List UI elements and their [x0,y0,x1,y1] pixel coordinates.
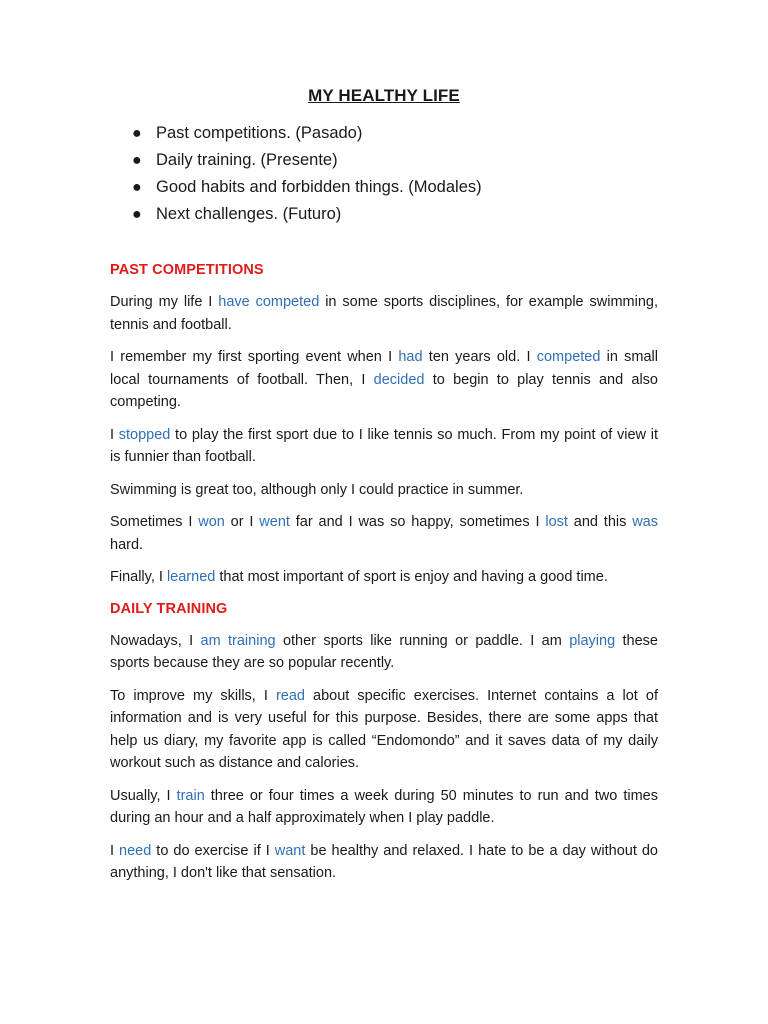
text-run: to begin to play tennis and also competing. [110,371,658,410]
highlighted-verb: had [398,349,423,365]
topic-item [132,201,658,228]
text-run: about specific exercises. Internet contains a lot of information and is very useful for this purpose. Besides, there are some apps that help us diary, my favorite app is called “Endomondo” and it saves data of my daily workout such as distance and calories. [110,687,658,771]
text-run: To improve my skills, I [110,687,276,704]
bullet-icon: ● [132,125,142,142]
text-run: to do exercise if I [151,842,275,859]
paragraph [110,685,658,775]
text-run: in small local tournaments of football. Then, I [110,349,658,388]
paragraph [110,511,658,556]
text-run: or I [224,514,260,530]
text-run: During my life I [110,294,219,310]
text-run: in some sports disciplines, for example swimming, tennis and football. [110,294,658,333]
highlighted-verb: read [275,687,305,704]
paragraph [110,630,658,675]
section-heading: DAILY TRAINING [110,600,228,617]
document-title: MY HEALTHY LIFE [308,86,460,105]
topic-item [132,147,658,174]
topic-text: Past competitions. (Pasado) [156,124,363,142]
paragraph [110,840,658,885]
highlighted-verb: decided [373,371,425,388]
highlighted-verb: won [198,514,225,530]
highlighted-verb: need [119,842,152,859]
highlighted-verb: playing [569,632,616,649]
topic-text: Next challenges. (Futuro) [156,205,342,223]
topic-text: Good habits and forbidden things. (Modales) [156,178,482,196]
paragraph [110,346,658,414]
highlighted-verb: went [259,514,290,530]
text-run: Nowadays, I [110,632,201,649]
topic-list [110,120,658,228]
bullet-icon: ● [132,206,142,223]
text-run: far and I was so happy, sometimes I [289,514,546,530]
text-run: Finally, I [110,569,167,585]
highlighted-verb: train [176,787,205,804]
text-run: these sports because they are so popular recently. [110,632,658,671]
text-run: be healthy and relaxed. I hate to be a day without do anything, I don't like that sensation. [110,842,658,881]
text-run: Swimming is great too, although only I could practice in summer. [110,481,524,498]
paragraph [110,566,658,589]
highlighted-verb: learned [166,569,216,585]
text-run: that most important of sport is enjoy and having a good time. [215,569,608,585]
text-run: three or four times a week during 50 minutes to run and two times during an hour and a half approximately when I play paddle. [110,787,658,826]
highlighted-verb: was [632,514,658,530]
text-run: Usually, I [110,787,177,804]
text-run: I remember my first sporting event when I [110,349,399,365]
highlighted-verb: want [274,842,306,859]
text-run: other sports like running or paddle. I am [275,632,570,649]
text-run: ten years old. I [422,349,537,365]
highlighted-verb: competed [536,349,601,365]
text-run: Sometimes I [110,514,199,530]
highlighted-verb: have competed [218,294,320,310]
bullet-icon: ● [132,179,142,196]
text-run: and this [567,514,633,530]
paragraph [110,785,658,830]
bullet-icon: ● [132,152,142,169]
paragraph [110,479,658,502]
document-body [110,262,658,885]
highlighted-verb: lost [545,514,568,530]
text-run: I [110,842,120,859]
section-heading: PAST COMPETITIONS [110,262,264,278]
paragraph [110,291,658,336]
text-run: I [110,426,119,443]
text-run: to play the first sport due to I like tennis so much. From my point of view it is funnier than football. [110,426,658,465]
paragraph [110,424,658,469]
highlighted-verb: stopped [118,426,171,443]
text-run: hard. [110,536,144,553]
topic-item [132,120,658,147]
highlighted-verb: am training [200,632,276,649]
topic-item [132,174,658,201]
topic-text: Daily training. (Presente) [156,151,338,169]
